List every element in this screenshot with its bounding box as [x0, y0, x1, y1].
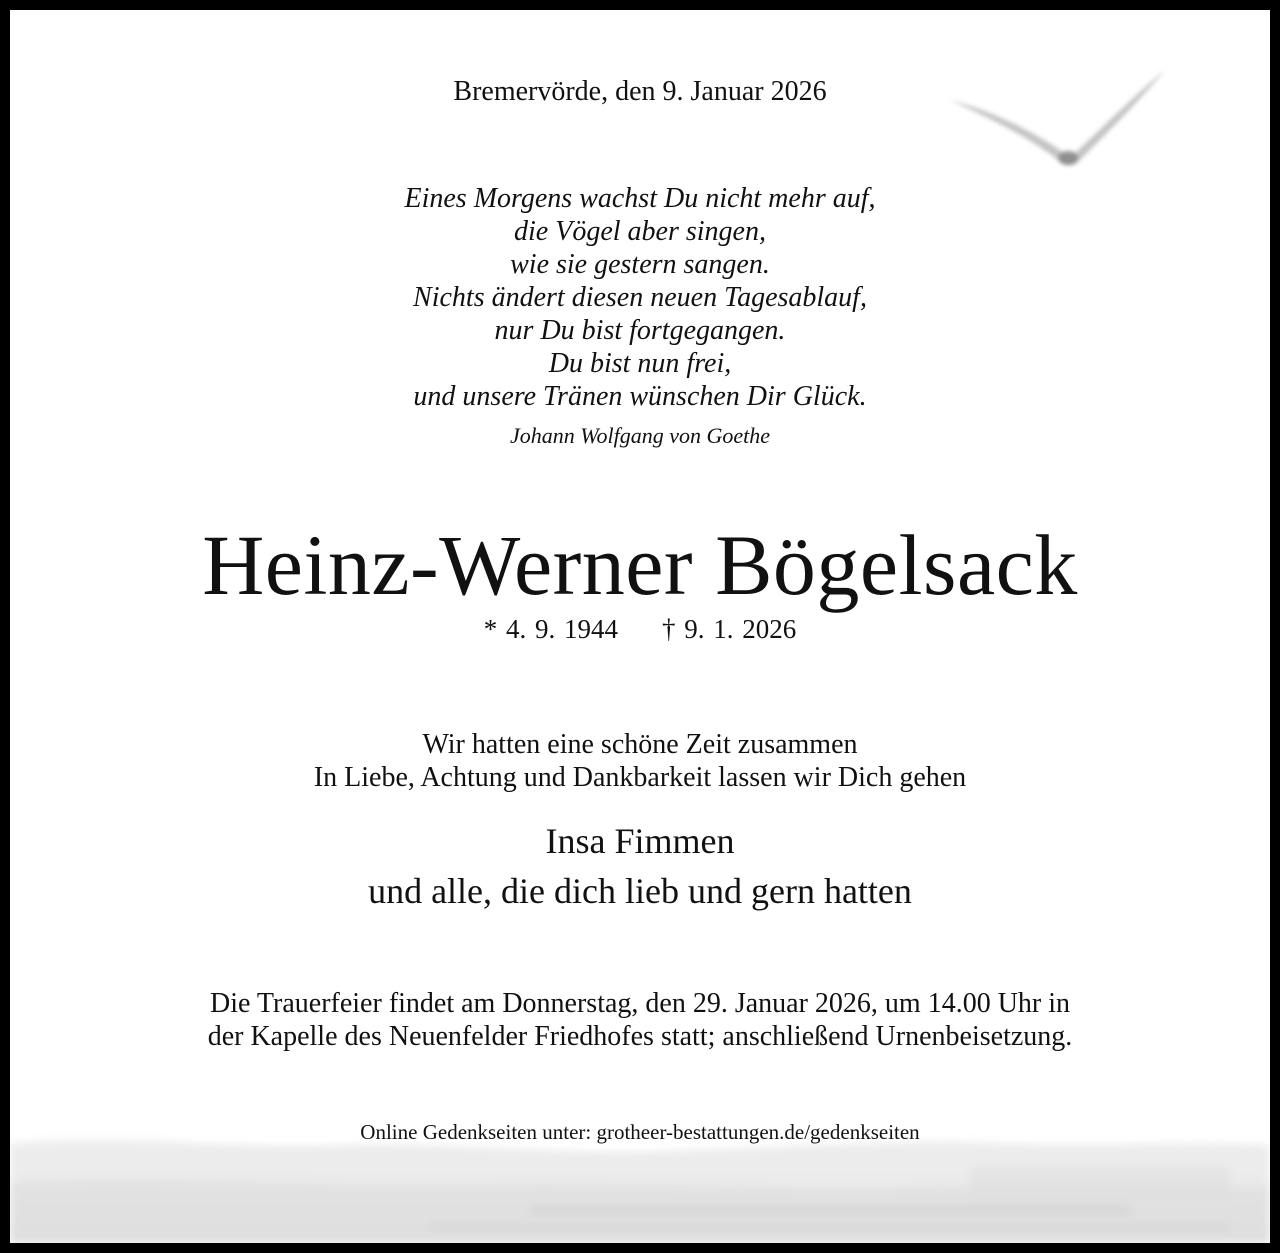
- poem-line: Du bist nun frei,: [548, 348, 732, 379]
- funeral-notice-line: Die Trauerfeier findet am Donnerstag, den 29. Januar 2026, um 14.00 Uhr in: [209, 988, 1071, 1019]
- poem-line: nur Du bist fortgegangen.: [494, 315, 786, 346]
- poem-author: Johann Wolfgang von Goethe: [509, 423, 771, 448]
- farewell-message: [10, 728, 1270, 794]
- mourner-name: Insa Fimmen: [545, 821, 735, 861]
- place-date: Bremervörde, den 9. Januar 2026: [453, 76, 827, 107]
- death-date: † 9. 1. 2026: [662, 614, 797, 644]
- funeral-notice: [10, 987, 1270, 1053]
- poem-line: und unsere Tränen wünschen Dir Glück.: [413, 381, 867, 412]
- poem: [10, 182, 1270, 413]
- funeral-notice-line: der Kapelle des Neuenfelder Friedhofes statt; anschließend Urnenbeisetzung.: [207, 1021, 1073, 1052]
- obituary-content: [10, 10, 1270, 1243]
- life-dates: [10, 614, 1270, 645]
- poem-line: Nichts ändert diesen neuen Tagesablauf,: [413, 282, 867, 313]
- birth-date: * 4. 9. 1944: [483, 614, 618, 644]
- deceased-name: Heinz-Werner Bögelsack: [202, 517, 1078, 613]
- farewell-line: In Liebe, Achtung und Dankbarkeit lassen wir Dich gehen: [313, 762, 967, 793]
- online-memorial-link: Online Gedenkseiten unter: grotheer-bestattungen.de/gedenkseiten: [360, 1120, 920, 1144]
- mourners: [10, 816, 1270, 916]
- poem-line: wie sie gestern sangen.: [510, 249, 770, 280]
- poem-line: die Vögel aber singen,: [514, 216, 766, 247]
- mourners-others: und alle, die dich lieb und gern hatten: [368, 871, 912, 911]
- farewell-line: Wir hatten eine schöne Zeit zusammen: [422, 729, 858, 760]
- poem-line: Eines Morgens wachst Du nicht mehr auf,: [404, 183, 876, 214]
